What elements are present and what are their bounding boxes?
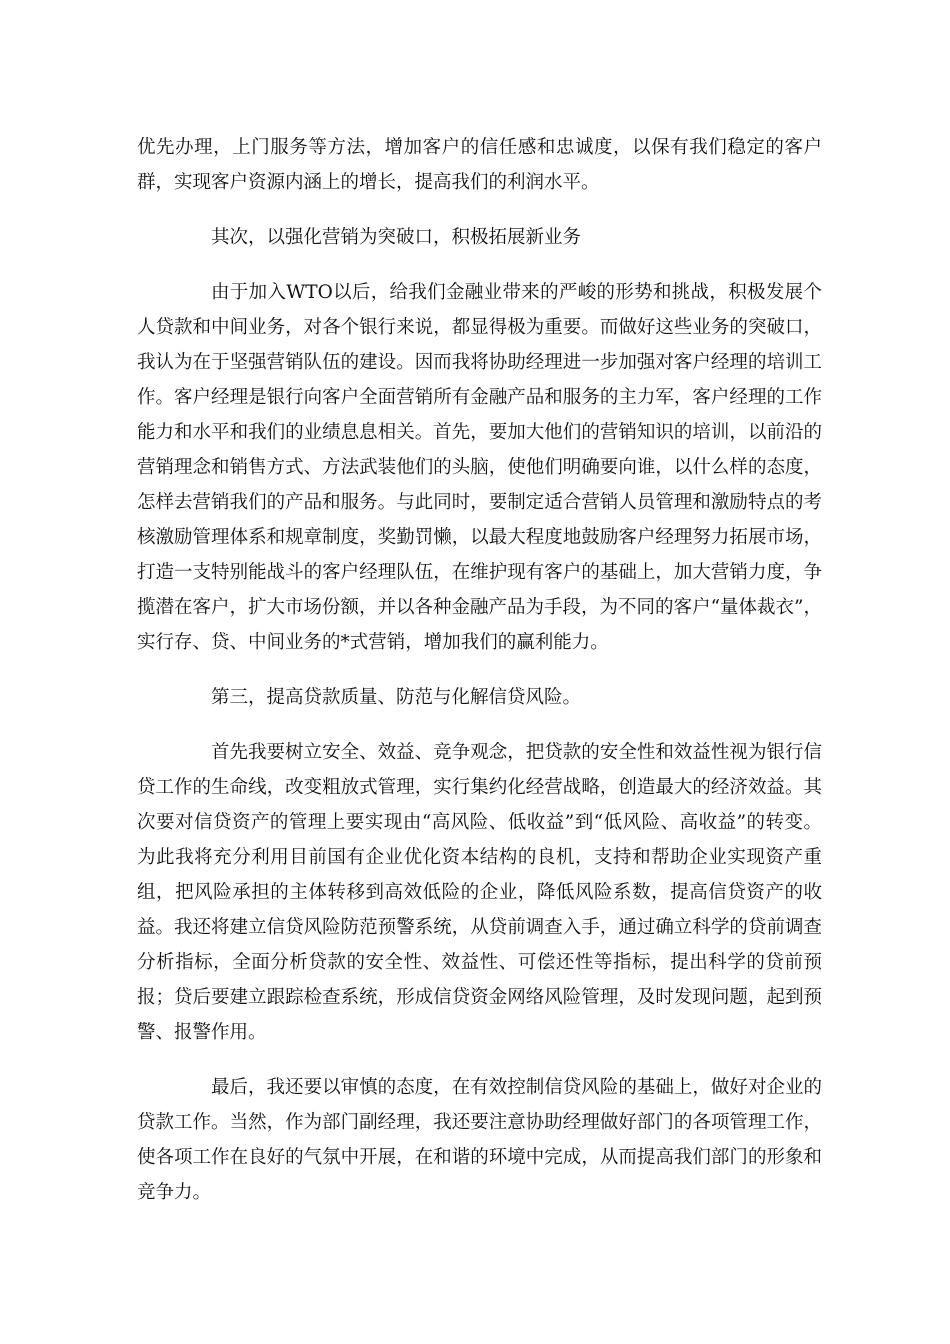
paragraph-heading-credit-risk: 第三，提高贷款质量、防范与化解信贷风险。 (211, 687, 582, 708)
document-body (137, 130, 822, 1210)
paragraph-conclusion: 最后，我还要以审慎的态度，在有效控制信贷风险的基础上，做好对企业的贷款工作。当然，作为部门副经理，我还要注意协助经理做好部门的各项管理工作，使各项工作在良好的气氛中开展，在和谐的环境中完成，从而提高我们部门的形象和竞争力。 (137, 1077, 822, 1203)
paragraph-heading-marketing: 其次，以强化营销为突破口，积极拓展新业务 (211, 227, 582, 248)
paragraph-marketing: 由于加入WTO以后，给我们金融业带来的严峻的形势和挑战，积极发展个人贷款和中间业务，对各个银行来说，都显得极为重要。而做好这些业务的突破口，我认为在于坚强营销队伍的建设。因而我将协助经理进一步加强对客户经理的培训工作。客户经理是银行向客户全面营销所有金融产品和服务的主力军，客户经理的工作能力和水平和我们的业绩息息相关。首先，要加大他们的营销知识的培训，以前沿的营销理念和销售方式、方法武装他们的头脑，使他们明确要向谁，以什么样的态度，怎样去营销我们的产品和服务。与此同时，要制定适合营销人员管理和激励特点的考核激励管理体系和规章制度，奖勤罚懒，以最大程度地鼓励客户经理努力拓展市场，打造一支特别能战斗的客户经理队伍，在维护现有客户的基础上，加大营销力度，争揽潜在客户，扩大市场份额，并以各种金融产品为手段，为不同的客户“量体裁衣”，实行存、贷、中间业务的*式营销，增加我们的赢利能力。 (137, 282, 822, 653)
paragraph-continuation: 优先办理，上门服务等方法，增加客户的信任感和忠诚度，以保有我们稳定的客户群，实现客户资源内涵上的增长，提高我们的利润水平。 (137, 137, 822, 193)
paragraph-credit-risk: 首先我要树立安全、效益、竞争观念，把贷款的安全性和效益性视为银行信贷工作的生命线，改变粗放式管理，实行集约化经营战略，创造最大的经济效益。其次要对信贷资产的管理上要实现由“高风险、低收益”到“低风险、高收益”的转变。为此我将充分利用目前国有企业优化资本结构的良机，支持和帮助企业实现资产重组，把风险承担的主体转移到高效低险的企业，降低风险系数，提高信贷资产的收益。我还将建立信贷风险防范预警系统，从贷前调查入手，通过确立科学的贷前调查分析指标，全面分析贷款的安全性、效益性、可偿还性等指标，提出科学的贷前预报；贷后要建立跟踪检查系统，形成信贷资金网络风险管理，及时发现问题，起到预警、报警作用。 (137, 742, 822, 1043)
